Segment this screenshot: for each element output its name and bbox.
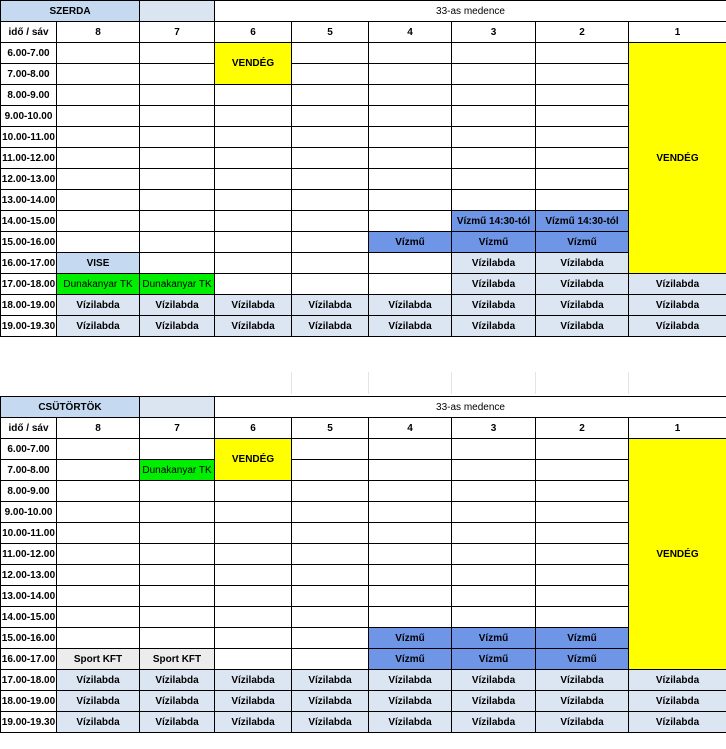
booking-cell: Vízilabda <box>629 316 726 337</box>
booking-cell: Vízilabda <box>215 691 292 712</box>
time-row <box>1 607 726 628</box>
time-label: 14.00-15.00 <box>1 607 57 628</box>
booking-cell: Vízmű <box>369 232 452 253</box>
booking-cell: Vízilabda <box>140 712 215 733</box>
time-row <box>1 649 726 670</box>
time-row <box>1 502 726 523</box>
day-title: SZERDA <box>1 1 140 22</box>
booking-cell: Vízilabda <box>536 316 629 337</box>
booking-cell: VENDÉG <box>215 439 292 481</box>
time-row <box>1 85 726 106</box>
lane-header: 4 <box>369 418 452 439</box>
booking-cell: Vízilabda <box>452 670 536 691</box>
booking-cell: Vízilabda <box>452 274 536 295</box>
booking-cell: VENDÉG <box>629 439 726 670</box>
time-label: 7.00-8.00 <box>1 64 57 85</box>
booking-cell: Sport KFT <box>140 649 215 670</box>
lane-header: 8 <box>57 22 140 43</box>
booking-cell: Vízmű <box>369 628 452 649</box>
booking-cell: Vízilabda <box>57 670 140 691</box>
lane-header: 6 <box>215 418 292 439</box>
time-row <box>1 295 726 316</box>
time-row <box>1 628 726 649</box>
time-row <box>1 691 726 712</box>
booking-cell: Vízilabda <box>369 691 452 712</box>
booking-cell: Vízilabda <box>452 712 536 733</box>
time-label: 14.00-15.00 <box>1 211 57 232</box>
time-label: 9.00-10.00 <box>1 502 57 523</box>
booking-cell: Vízilabda <box>292 712 369 733</box>
time-row <box>1 439 726 460</box>
section-spacer <box>0 352 726 396</box>
pool-name: 33-as medence <box>215 397 726 418</box>
booking-cell: Vízilabda <box>452 295 536 316</box>
time-row <box>1 460 726 481</box>
time-row <box>1 712 726 733</box>
day-title: CSÜTÖRTÖK <box>1 397 140 418</box>
time-label: 13.00-14.00 <box>1 586 57 607</box>
booking-cell: Vízilabda <box>629 670 726 691</box>
booking-cell: Vízilabda <box>629 295 726 316</box>
lane-header: 2 <box>536 22 629 43</box>
time-row <box>1 211 726 232</box>
time-label: 11.00-12.00 <box>1 544 57 565</box>
booking-cell: Vízmű <box>452 628 536 649</box>
lane-header: 8 <box>57 418 140 439</box>
time-label: 17.00-18.00 <box>1 274 57 295</box>
booking-cell: Vízmű 14:30-tól <box>536 211 629 232</box>
booking-cell: Vízilabda <box>57 691 140 712</box>
booking-cell: Vízilabda <box>369 295 452 316</box>
schedule-table-csutortok <box>0 396 726 733</box>
booking-cell: VISE <box>57 253 140 274</box>
booking-cell: Vízilabda <box>452 253 536 274</box>
booking-cell: Dunakanyar TK <box>140 274 215 295</box>
booking-cell: Vízmű <box>369 649 452 670</box>
time-label: 8.00-9.00 <box>1 85 57 106</box>
lane-header: 5 <box>292 22 369 43</box>
booking-cell: Vízilabda <box>292 691 369 712</box>
lane-header: 7 <box>140 418 215 439</box>
booking-cell: Vízilabda <box>215 316 292 337</box>
lane-header: 1 <box>629 418 726 439</box>
time-label: 10.00-11.00 <box>1 127 57 148</box>
time-row <box>1 148 726 169</box>
lane-header: 3 <box>452 418 536 439</box>
blank-header-cell <box>140 1 215 22</box>
time-label: 11.00-12.00 <box>1 148 57 169</box>
booking-cell: Vízilabda <box>140 691 215 712</box>
time-row <box>1 232 726 253</box>
booking-cell: Vízilabda <box>536 253 629 274</box>
booking-cell: Vízilabda <box>215 670 292 691</box>
booking-cell: Vízmű 14:30-tól <box>452 211 536 232</box>
time-row <box>1 586 726 607</box>
time-row <box>1 43 726 64</box>
time-row <box>1 64 726 85</box>
booking-cell: Sport KFT <box>57 649 140 670</box>
time-row <box>1 274 726 295</box>
booking-cell: Vízilabda <box>536 274 629 295</box>
booking-cell: Vízilabda <box>292 295 369 316</box>
booking-cell: Vízilabda <box>629 691 726 712</box>
time-row <box>1 544 726 565</box>
time-label: 12.00-13.00 <box>1 565 57 586</box>
booking-cell: Vízilabda <box>369 712 452 733</box>
booking-cell: Vízilabda <box>140 295 215 316</box>
booking-cell: Vízilabda <box>215 712 292 733</box>
booking-cell: Dunakanyar TK <box>140 460 215 481</box>
booking-cell: Vízilabda <box>57 295 140 316</box>
time-row <box>1 316 726 337</box>
lane-header: 6 <box>215 22 292 43</box>
booking-cell: VENDÉG <box>215 43 292 85</box>
booking-cell: Vízilabda <box>215 295 292 316</box>
time-label: 7.00-8.00 <box>1 460 57 481</box>
booking-cell: Vízmű <box>536 232 629 253</box>
lane-header-row <box>1 22 726 43</box>
booking-cell: Vízmű <box>452 649 536 670</box>
booking-cell: Vízilabda <box>536 712 629 733</box>
booking-cell: Vízilabda <box>57 316 140 337</box>
booking-cell: Vízilabda <box>140 316 215 337</box>
time-label: 9.00-10.00 <box>1 106 57 127</box>
time-label: 19.00-19.30 <box>1 712 57 733</box>
booking-cell: Dunakanyar TK <box>57 274 140 295</box>
schedule-table-szerda <box>0 0 726 337</box>
lane-header: 5 <box>292 418 369 439</box>
time-label: 18.00-19.00 <box>1 295 57 316</box>
time-row <box>1 190 726 211</box>
booking-cell: Vízilabda <box>292 670 369 691</box>
day-header-row <box>1 397 726 418</box>
time-label: 17.00-18.00 <box>1 670 57 691</box>
lane-header: 1 <box>629 22 726 43</box>
booking-cell: Vízmű <box>536 628 629 649</box>
booking-cell: Vízilabda <box>629 712 726 733</box>
time-label: 15.00-16.00 <box>1 232 57 253</box>
lane-header: 3 <box>452 22 536 43</box>
booking-cell: Vízilabda <box>452 316 536 337</box>
booking-cell: Vízmű <box>452 232 536 253</box>
time-lane-header: idő / sáv <box>1 22 57 43</box>
booking-cell: Vízmű <box>536 649 629 670</box>
time-row <box>1 169 726 190</box>
time-label: 8.00-9.00 <box>1 481 57 502</box>
time-row <box>1 106 726 127</box>
booking-cell: VENDÉG <box>629 43 726 274</box>
pool-name: 33-as medence <box>215 1 726 22</box>
booking-cell: Vízilabda <box>536 691 629 712</box>
time-row <box>1 127 726 148</box>
booking-cell: Vízilabda <box>140 670 215 691</box>
time-lane-header: idő / sáv <box>1 418 57 439</box>
lane-header: 4 <box>369 22 452 43</box>
time-row <box>1 565 726 586</box>
time-label: 18.00-19.00 <box>1 691 57 712</box>
time-label: 16.00-17.00 <box>1 649 57 670</box>
time-row <box>1 481 726 502</box>
booking-cell: Vízilabda <box>629 274 726 295</box>
lane-header: 7 <box>140 22 215 43</box>
booking-cell: Vízilabda <box>57 712 140 733</box>
time-label: 16.00-17.00 <box>1 253 57 274</box>
booking-cell: Vízilabda <box>369 316 452 337</box>
booking-cell: Vízilabda <box>452 691 536 712</box>
lane-header-row <box>1 418 726 439</box>
booking-cell: Vízilabda <box>292 316 369 337</box>
day-header-row <box>1 1 726 22</box>
time-label: 6.00-7.00 <box>1 43 57 64</box>
blank-header-cell <box>140 397 215 418</box>
booking-cell: Vízilabda <box>536 295 629 316</box>
time-label: 15.00-16.00 <box>1 628 57 649</box>
time-row <box>1 523 726 544</box>
time-label: 12.00-13.00 <box>1 169 57 190</box>
time-label: 10.00-11.00 <box>1 523 57 544</box>
time-label: 6.00-7.00 <box>1 439 57 460</box>
time-label: 13.00-14.00 <box>1 190 57 211</box>
time-row <box>1 253 726 274</box>
time-label: 19.00-19.30 <box>1 316 57 337</box>
lane-header: 2 <box>536 418 629 439</box>
booking-cell: Vízilabda <box>536 670 629 691</box>
time-row <box>1 670 726 691</box>
booking-cell: Vízilabda <box>369 670 452 691</box>
